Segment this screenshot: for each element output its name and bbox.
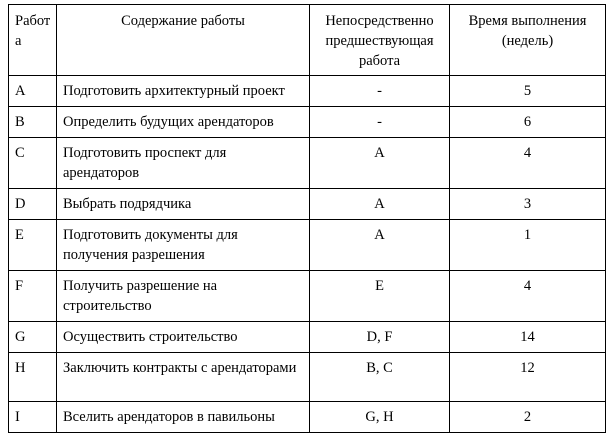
work-id-cell: D	[9, 189, 57, 220]
duration-cell: 2	[450, 402, 606, 433]
header-work-description: Содержание работы	[57, 5, 310, 76]
work-description-cell: Заключить контракты с арендаторами	[57, 353, 310, 402]
predecessor-cell: -	[310, 76, 450, 107]
work-id-cell: I	[9, 402, 57, 433]
work-description-cell: Подготовить документы для получения разрешения	[57, 220, 310, 271]
duration-cell: 4	[450, 271, 606, 322]
table-row	[9, 189, 606, 220]
work-id-cell: E	[9, 220, 57, 271]
duration-cell: 4	[450, 138, 606, 189]
work-id-cell: C	[9, 138, 57, 189]
table-header-row	[9, 5, 606, 76]
table-row	[9, 271, 606, 322]
work-schedule-table-wrap	[8, 4, 606, 433]
predecessor-cell: E	[310, 271, 450, 322]
duration-cell: 5	[450, 76, 606, 107]
predecessor-cell: B, C	[310, 353, 450, 402]
predecessor-cell: G, H	[310, 402, 450, 433]
duration-cell: 3	[450, 189, 606, 220]
work-id-cell: B	[9, 107, 57, 138]
predecessor-cell: A	[310, 220, 450, 271]
table-row	[9, 353, 606, 402]
duration-cell: 6	[450, 107, 606, 138]
work-description-cell: Определить будущих арендаторов	[57, 107, 310, 138]
table-row	[9, 322, 606, 353]
duration-cell: 14	[450, 322, 606, 353]
work-description-cell: Вселить арендаторов в павильоны	[57, 402, 310, 433]
work-id-cell: A	[9, 76, 57, 107]
predecessor-cell: D, F	[310, 322, 450, 353]
duration-cell: 1	[450, 220, 606, 271]
header-work-id: Работ а	[9, 5, 57, 76]
work-description-cell: Подготовить проспект для арендаторов	[57, 138, 310, 189]
work-schedule-table	[8, 4, 606, 433]
work-description-cell: Подготовить архитектурный проект	[57, 76, 310, 107]
header-predecessor: Непосредственно предшествующая работа	[310, 5, 450, 76]
predecessor-cell: A	[310, 189, 450, 220]
header-duration: Время выполнения (недель)	[450, 5, 606, 76]
work-id-cell: H	[9, 353, 57, 402]
work-description-cell: Осуществить строительство	[57, 322, 310, 353]
work-description-cell: Выбрать подрядчика	[57, 189, 310, 220]
work-description-cell: Получить разрешение на строительство	[57, 271, 310, 322]
duration-cell: 12	[450, 353, 606, 402]
table-row	[9, 138, 606, 189]
work-id-cell: G	[9, 322, 57, 353]
work-id-cell: F	[9, 271, 57, 322]
table-row	[9, 107, 606, 138]
table-row	[9, 402, 606, 433]
table-row	[9, 220, 606, 271]
predecessor-cell: -	[310, 107, 450, 138]
table-row	[9, 76, 606, 107]
predecessor-cell: A	[310, 138, 450, 189]
